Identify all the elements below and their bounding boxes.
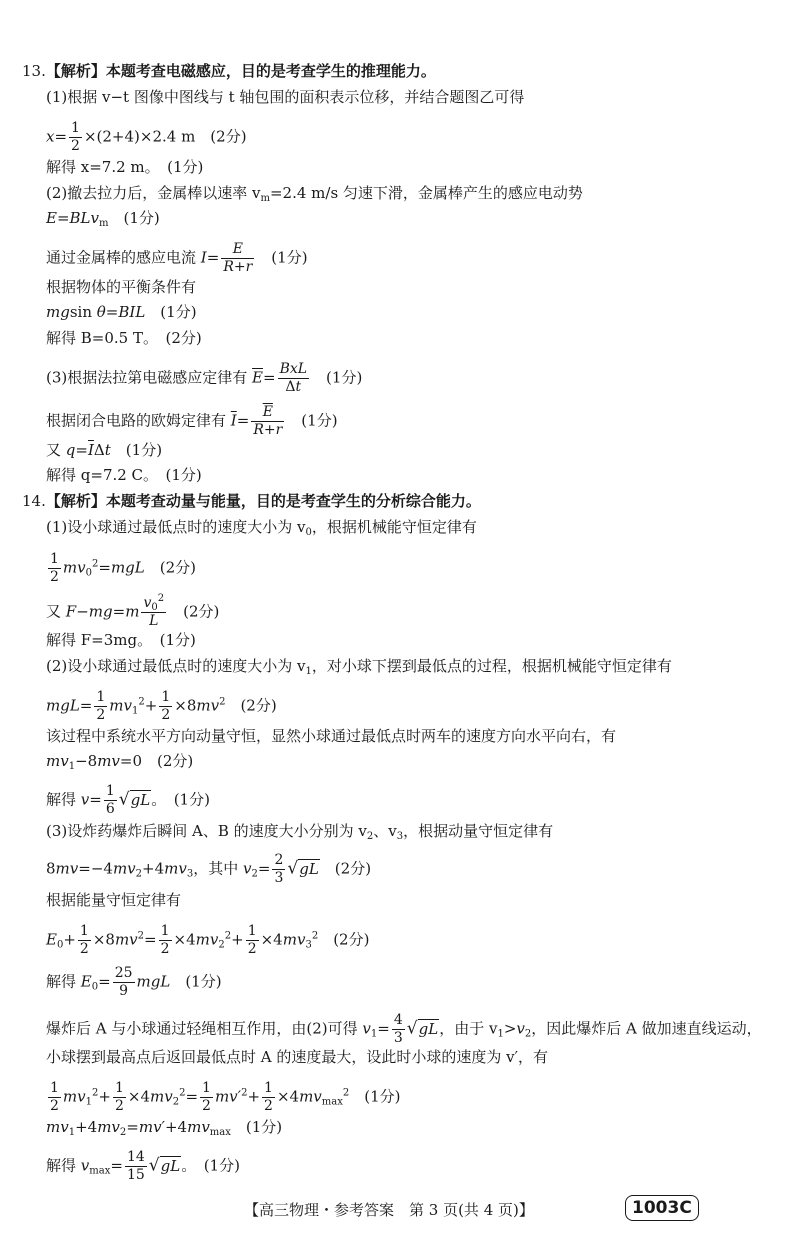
q13-ohm: 根据闭合电路的欧姆定律有 $\overline{I}=$ $\frac{\overline{E}}{R+r}$ (1分) xyxy=(46,404,338,438)
q13-eq-charge: 又 $q=\overline{I}\Delta t$ (1分) xyxy=(46,441,163,459)
q13-faraday: (3)根据法拉第电磁感应定律有 $\overline{E}=$ BxL Δt (1分) xyxy=(46,361,363,395)
page-footer: 【高三物理・参考答案 第 3 页(共 4 页)】 xyxy=(244,1201,534,1219)
q13-eq-emf: E=BLv$_m$ (1分) xyxy=(46,209,160,229)
q13-balance-text: 根据物体的平衡条件有 xyxy=(46,278,197,296)
q13-eq-current: 通过金属棒的感应电流 I= $\frac{E}{R+r}$ (1分) xyxy=(46,241,308,275)
q14-result-vmax: 解得 $v_{max}=$ $\frac{14}{15}$ √gL。 (1分) xyxy=(46,1149,240,1183)
q14-energy-text: 根据能量守恒定律有 xyxy=(46,891,182,909)
q14-eq-energy4: $\frac{1}{2}$ $mv_1^2+$ $\frac{1}{2}$ $\times 4mv_2^2=$ $\frac{1}{2}$ $mv'^2+$ $\frac{1}{2}$ $\times 4mv_{max}^2$ (1分) xyxy=(50,1080,401,1114)
q13-result-x: 解得 x=7.2 m。 (1分) xyxy=(46,158,204,176)
q14-eq-momentum2: $mv_1+4mv_2=mv'+4mv_{max}$ (1分) xyxy=(46,1118,283,1138)
q13-result-B: 解得 B=0.5 T。 (2分) xyxy=(46,329,202,347)
q14-after-explosion: 爆炸后 A 与小球通过轻绳相互作用，由(2)可得 $v_1=$ $\frac{4}{3}$ √gL，由于 $v_1>v_2$，因此爆炸后 A 做加速直线运动， xyxy=(46,1012,762,1046)
q14-heading: 14.【解析】本题考查动量与能量，目的是考查学生的分析综合能力。 xyxy=(22,492,481,510)
q14-eq-momentum: $mv_1-8mv=0$ (2分) xyxy=(46,752,194,772)
q13-result-q: 解得 q=7.2 C。 (1分) xyxy=(46,466,202,484)
q14-swing-text: 小球摆到最高点后返回最低点时 A 的速度最大，设此时小球的速度为 v′，有 xyxy=(46,1048,549,1066)
q14-eq-energy1: $\frac{1}{2}$ $mv_0^2=mgL$ (2分) xyxy=(50,551,196,585)
q14-eq-explosion: $8mv=-4mv_2+4mv_3$，其中 $v_2=$ $\frac{2}{3}$ √gL (2分) xyxy=(46,852,372,886)
q13-heading: 13.【解析】本题考查电磁感应，目的是考查学生的推理能力。 xyxy=(22,62,436,80)
q14-momentum-text: 该过程中系统水平方向动量守恒，显然小球通过最低点时两车的速度方向水平向右，有 xyxy=(46,727,617,745)
q14-part3-intro: (3)设炸药爆炸后瞬间 A、B 的速度大小分别为 $v_2$、$v_3$，根据动量守恒定律有 xyxy=(46,822,554,842)
q14-eq-energy2: mgL= $\frac{1}{2}$ $mv_1^2+$ $\frac{1}{2}$ $\times 8mv^2$ (2分) xyxy=(46,689,277,723)
q14-part2-intro: (2)设小球通过最低点时的速度大小为 $v_1$，对小球下摆到最低点的过程，根据机械能守恒定律有 xyxy=(46,657,672,677)
q14-result-F: 解得 F=3mg。 (1分) xyxy=(46,631,196,649)
paper-code-badge: 1003C xyxy=(625,1195,699,1221)
q14-part1-intro: (1)设小球通过最低点时的速度大小为 $v_0$，根据机械能守恒定律有 xyxy=(46,518,477,538)
q13-part2-intro: (2)撤去拉力后，金属棒以速率 $v_m=2.4$ m/s 匀速下滑，金属棒产生的感应电动势 xyxy=(46,184,583,204)
q14-result-v: 解得 v= $\frac{1}{6}$ √gL。 (1分) xyxy=(46,783,210,817)
q14-eq-tension: 又 F−mg=m $\frac{v_0^2}{L}$ (2分) xyxy=(46,593,220,629)
q13-eq-x: x= $\frac{1}{2}$ ×(2+4)×2.4 m (2分) xyxy=(46,120,247,154)
q14-eq-energy3: $E_0+$ $\frac{1}{2}$ $\times 8mv^2=$ $\frac{1}{2}$ $\times 4mv_2^2+$ $\frac{1}{2}$ $\times 4mv_3^2$ (2分) xyxy=(46,923,370,957)
q13-eq-balance: mgsin θ=BIL (1分) xyxy=(46,303,197,321)
q13-part1-intro: (1)根据 v−t 图像中图线与 t 轴包围的面积表示位移，并结合题图乙可得 xyxy=(46,88,525,106)
q14-result-E0: 解得 $E_0=$ $\frac{25}{9}$ mgL (1分) xyxy=(46,965,222,999)
